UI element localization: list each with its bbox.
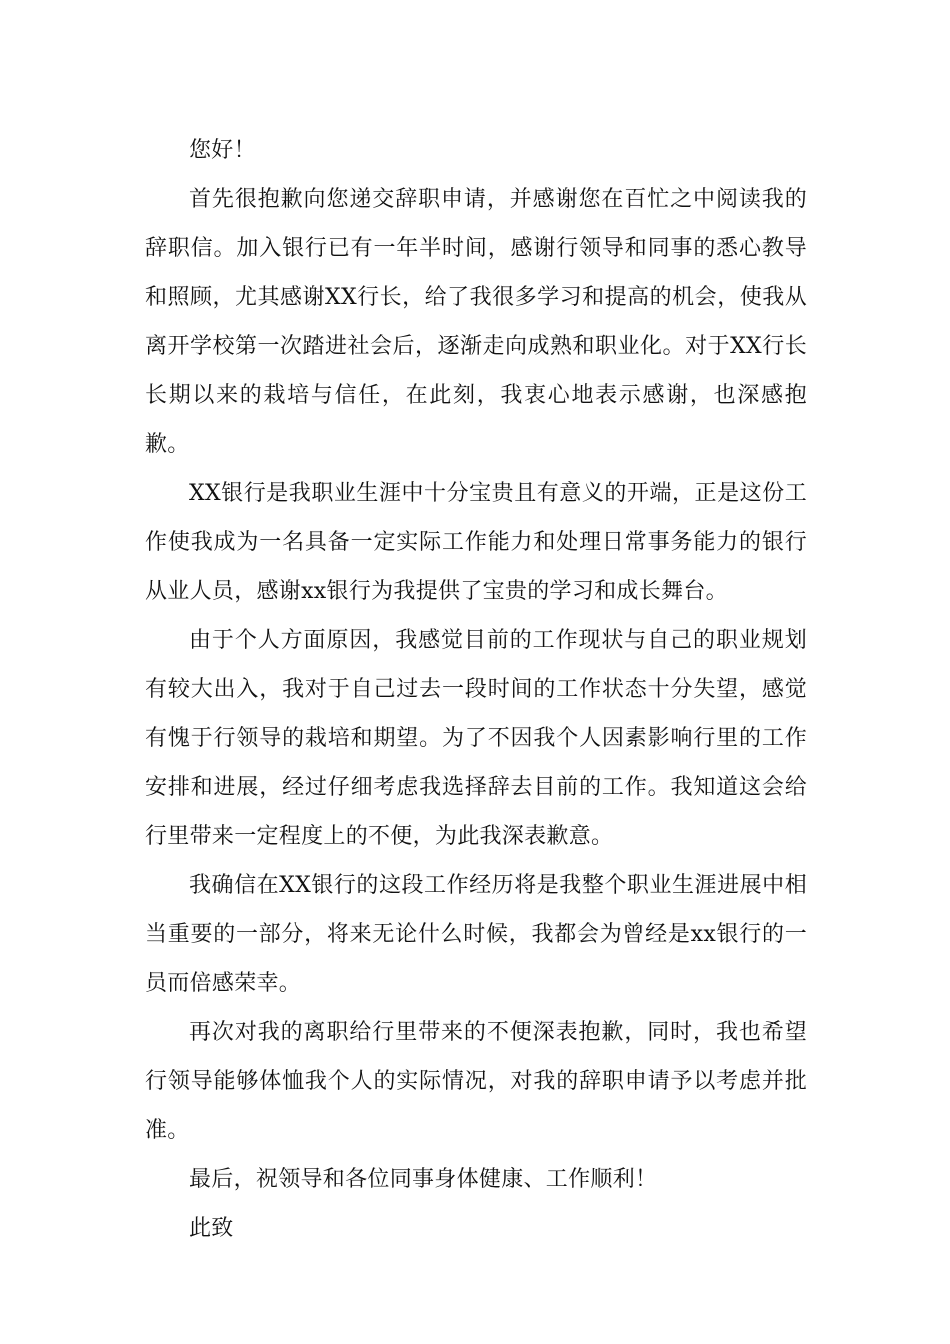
letter-paragraph: 我确信在XX银行的这段工作经历将是我整个职业生涯进展中相当重要的一部分，将来无论什么时候，我都会为曾经是xx银行的一员而倍感荣幸。 — [145, 873, 807, 996]
letter-paragraph: 由于个人方面原因，我感觉目前的工作现状与自己的职业规划有较大出入，我对于自己过去一段时间的工作状态十分失望，感觉有愧于行领导的栽培和期望。为了不因我个人因素影响行里的工作安排和进展，经过仔细考虑我选择辞去目前的工作。我知道这会给行里带来一定程度上的不便，为此我深表歉意。 — [145, 628, 807, 849]
letter-greeting: 您好！ — [189, 138, 256, 163]
letter-closing: 此致 — [189, 1216, 234, 1241]
letter-paragraph: 首先很抱歉向您递交辞职申请，并感谢您在百忙之中阅读我的辞职信。加入银行已有一年半时间，感谢行领导和同事的悉心教导和照顾，尤其感谢XX行长，给了我很多学习和提高的机会，使我从离开学校第一次踏进社会后，逐渐走向成熟和职业化。对于XX行长长期以来的栽培与信任，在此刻，我衷心地表示感谢，也深感抱歉。 — [145, 187, 807, 457]
letter-body — [145, 126, 807, 1253]
letter-paragraph: 最后，祝领导和各位同事身体健康、工作顺利！ — [189, 1167, 658, 1192]
letter-paragraph: XX银行是我职业生涯中十分宝贵且有意义的开端，正是这份工作使我成为一名具备一定实际工作能力和处理日常事务能力的银行从业人员，感谢xx银行为我提供了宝贵的学习和成长舞台。 — [145, 481, 807, 604]
letter-paragraph: 再次对我的离职给行里带来的不便深表抱歉，同时，我也希望行领导能够体恤我个人的实际情况，对我的辞职申请予以考虑并批准。 — [145, 1020, 807, 1143]
